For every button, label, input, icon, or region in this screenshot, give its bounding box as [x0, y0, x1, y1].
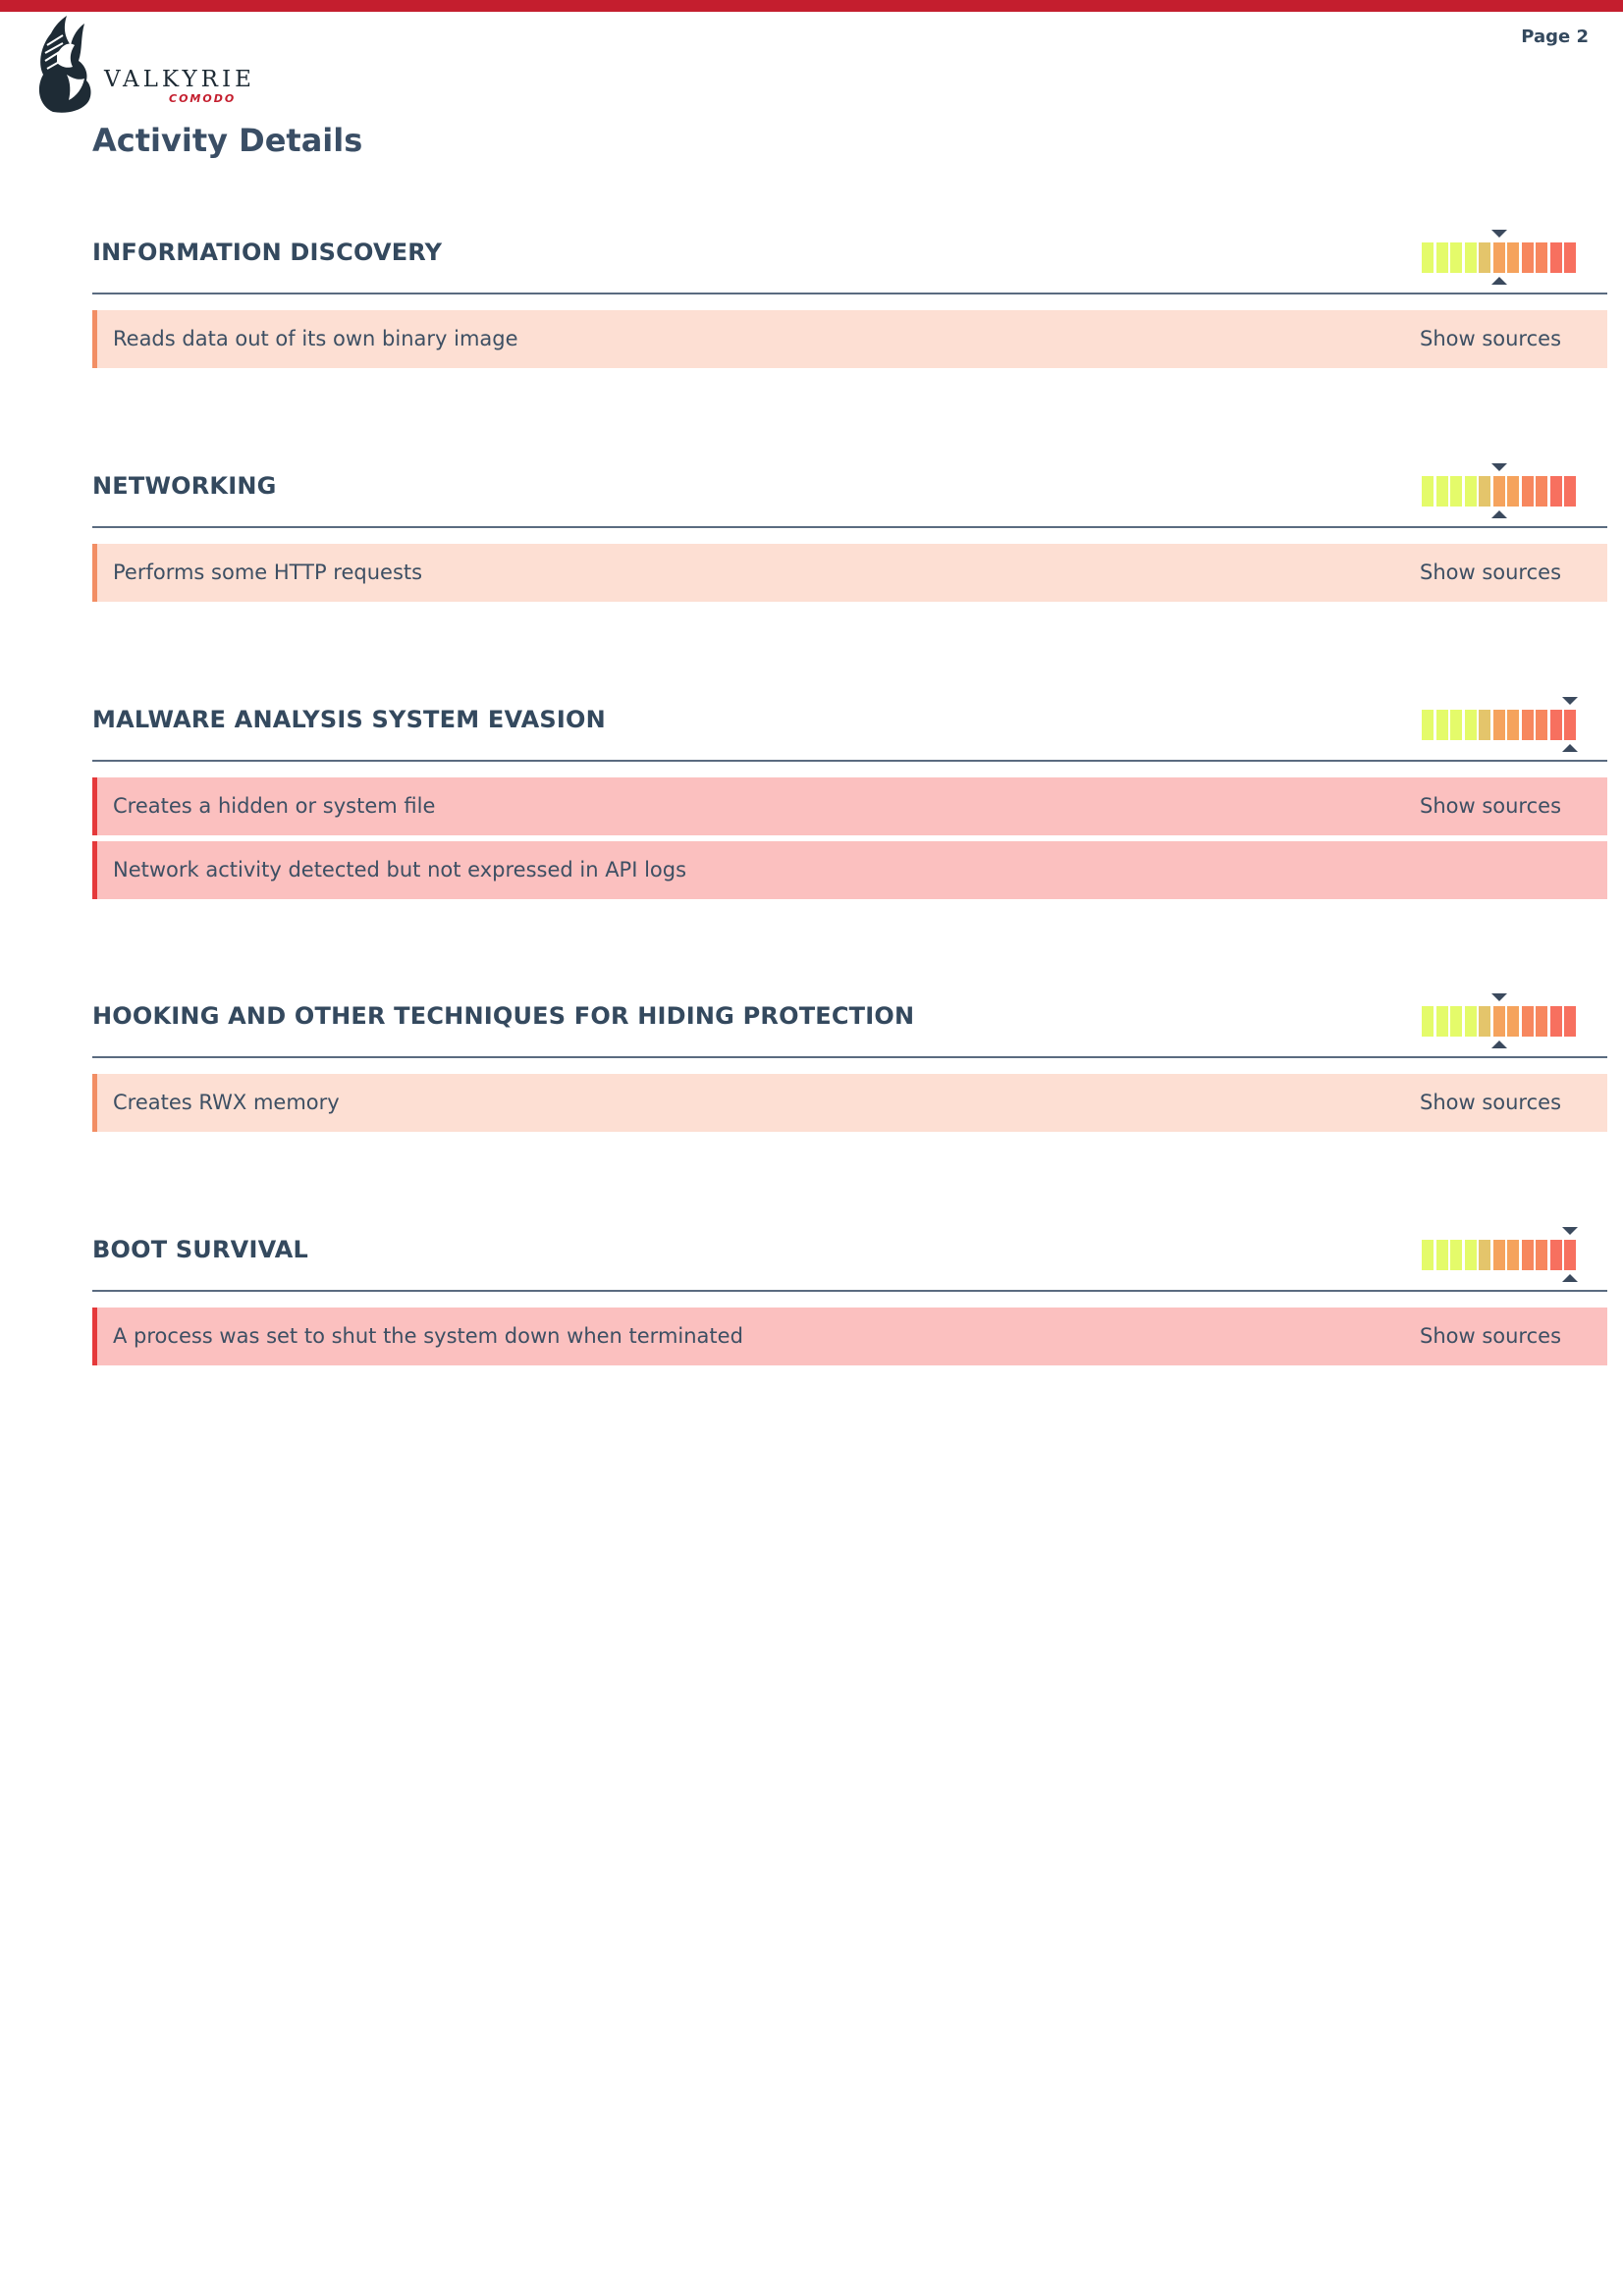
gauge-marker-down-icon	[1491, 993, 1507, 1001]
gauge-segment	[1479, 1240, 1490, 1270]
gauge-marker-down-icon	[1491, 230, 1507, 238]
gauge-segment	[1436, 1006, 1448, 1037]
gauge-segment	[1422, 1006, 1434, 1037]
activity-item-text: Creates a hidden or system file	[113, 794, 436, 818]
gauge-marker-up-icon	[1491, 510, 1507, 518]
page-number: Page 2	[1521, 27, 1589, 47]
gauge-segment	[1507, 476, 1519, 507]
severity-gauge	[1422, 463, 1577, 520]
gauge-segment	[1536, 1240, 1547, 1270]
activity-item	[92, 777, 1607, 835]
valkyrie-helmet-icon	[33, 16, 98, 114]
gauge-segment	[1436, 242, 1448, 273]
gauge-segment	[1550, 710, 1562, 740]
activity-item-text: Network activity detected but not expressed in API logs	[113, 858, 687, 881]
page-title: Activity Details	[92, 122, 363, 159]
gauge-segment	[1507, 710, 1519, 740]
section-header	[92, 436, 1607, 528]
gauge-segment	[1450, 1240, 1462, 1270]
show-sources-link[interactable]: Show sources	[1420, 1091, 1562, 1114]
gauge-segment	[1450, 1006, 1462, 1037]
activity-item	[92, 1308, 1607, 1365]
gauge-segment	[1550, 242, 1562, 273]
gauge-marker-up-icon	[1491, 277, 1507, 285]
show-sources-link[interactable]: Show sources	[1420, 327, 1562, 350]
section-header	[92, 1200, 1607, 1292]
activity-section	[92, 202, 1607, 368]
brand-name: VALKYRIE	[104, 67, 255, 92]
show-sources-link[interactable]: Show sources	[1420, 1324, 1562, 1348]
gauge-segment	[1536, 1006, 1547, 1037]
activity-section	[92, 1200, 1607, 1365]
activity-section	[92, 669, 1607, 899]
section-title: NETWORKING	[92, 472, 277, 500]
activity-section	[92, 966, 1607, 1132]
section-title: BOOT SURVIVAL	[92, 1236, 308, 1263]
gauge-marker-up-icon	[1491, 1041, 1507, 1048]
gauge-marker-down-icon	[1491, 463, 1507, 471]
gauge-segment	[1507, 242, 1519, 273]
gauge-segment	[1465, 710, 1477, 740]
gauge-segment	[1493, 1006, 1505, 1037]
activity-item	[92, 841, 1607, 899]
gauge-segment	[1493, 710, 1505, 740]
gauge-segment	[1507, 1240, 1519, 1270]
section-title: INFORMATION DISCOVERY	[92, 239, 443, 266]
gauge-marker-down-icon	[1562, 697, 1578, 705]
activity-item	[92, 544, 1607, 602]
activity-item	[92, 310, 1607, 368]
severity-gauge	[1422, 993, 1577, 1050]
gauge-segment	[1465, 242, 1477, 273]
gauge-segment	[1550, 1240, 1562, 1270]
activity-section	[92, 436, 1607, 602]
section-title: HOOKING AND OTHER TECHNIQUES FOR HIDING PROTECTION	[92, 1002, 915, 1030]
activity-item-text: Reads data out of its own binary image	[113, 327, 518, 350]
gauge-segment	[1522, 710, 1534, 740]
activity-item-text: A process was set to shut the system down when terminated	[113, 1324, 743, 1348]
gauge-segment	[1493, 1240, 1505, 1270]
gauge-segment	[1564, 1240, 1576, 1270]
gauge-segment	[1564, 1006, 1576, 1037]
severity-gauge	[1422, 697, 1577, 754]
valkyrie-logo	[33, 16, 255, 118]
gauge-segment	[1465, 1240, 1477, 1270]
gauge-segment	[1550, 1006, 1562, 1037]
gauge-segment	[1450, 242, 1462, 273]
gauge-segment	[1479, 476, 1490, 507]
gauge-segment	[1536, 476, 1547, 507]
gauge-segment	[1479, 1006, 1490, 1037]
section-header	[92, 202, 1607, 294]
activity-item-text: Performs some HTTP requests	[113, 561, 423, 584]
severity-gauge	[1422, 230, 1577, 287]
gauge-segment	[1493, 476, 1505, 507]
gauge-segment	[1536, 242, 1547, 273]
gauge-segment	[1450, 710, 1462, 740]
gauge-segment	[1550, 476, 1562, 507]
show-sources-link[interactable]: Show sources	[1420, 561, 1562, 584]
severity-gauge	[1422, 1227, 1577, 1284]
gauge-segment	[1522, 1240, 1534, 1270]
activity-item	[92, 1074, 1607, 1132]
gauge-segment	[1422, 242, 1434, 273]
gauge-segment	[1522, 476, 1534, 507]
gauge-segment	[1564, 242, 1576, 273]
gauge-segment	[1522, 1006, 1534, 1037]
gauge-segment	[1522, 242, 1534, 273]
top-accent-bar	[0, 0, 1623, 12]
gauge-marker-up-icon	[1562, 1274, 1578, 1282]
gauge-segment	[1507, 1006, 1519, 1037]
section-title: MALWARE ANALYSIS SYSTEM EVASION	[92, 706, 606, 733]
gauge-segment	[1465, 1006, 1477, 1037]
gauge-segment	[1436, 1240, 1448, 1270]
gauge-segment	[1422, 476, 1434, 507]
gauge-segment	[1536, 710, 1547, 740]
gauge-segment	[1564, 476, 1576, 507]
gauge-marker-down-icon	[1562, 1227, 1578, 1235]
section-header	[92, 669, 1607, 762]
gauge-segment	[1479, 710, 1490, 740]
gauge-segment	[1422, 710, 1434, 740]
gauge-segment	[1564, 710, 1576, 740]
gauge-segment	[1465, 476, 1477, 507]
activity-item-text: Creates RWX memory	[113, 1091, 340, 1114]
gauge-segment	[1422, 1240, 1434, 1270]
gauge-segment	[1479, 242, 1490, 273]
gauge-segment	[1436, 710, 1448, 740]
section-header	[92, 966, 1607, 1058]
gauge-segment	[1493, 242, 1505, 273]
gauge-segment	[1450, 476, 1462, 507]
gauge-segment	[1436, 476, 1448, 507]
show-sources-link[interactable]: Show sources	[1420, 794, 1562, 818]
brand-subname: COMODO	[169, 92, 237, 105]
gauge-marker-up-icon	[1562, 744, 1578, 752]
